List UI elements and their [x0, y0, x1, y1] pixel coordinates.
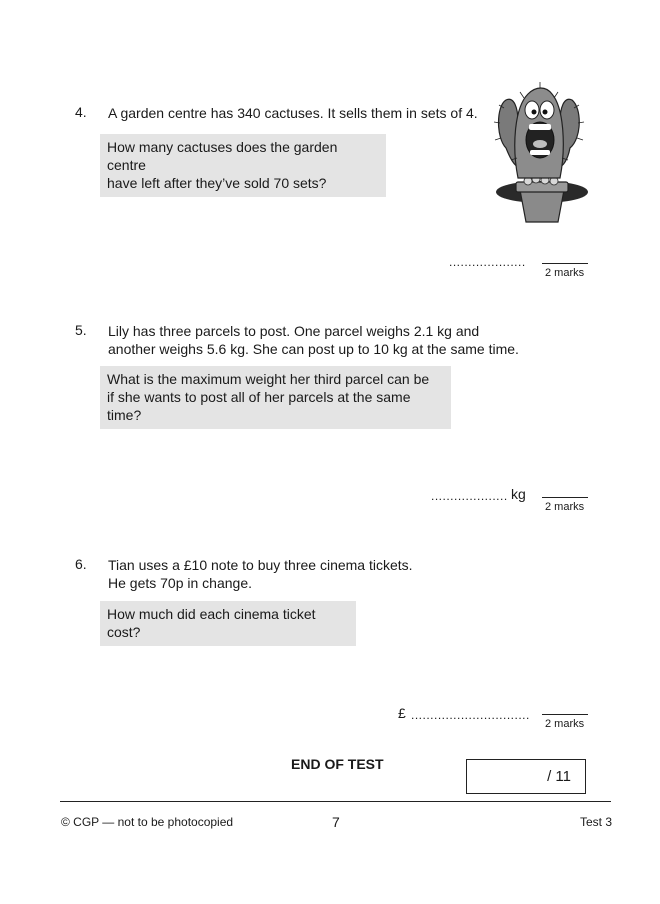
question-4-text: A garden centre has 340 cactuses. It sells them in sets of 4. [108, 105, 478, 121]
question-5-number: 5. [75, 322, 87, 338]
question-5-prompt-line: What is the maximum weight her third parcel can be [107, 371, 430, 387]
question-6-answer-line[interactable]: ............................... [411, 708, 530, 722]
question-4-marks-line [542, 263, 588, 264]
cactus-illustration [484, 78, 594, 228]
question-4-marks: 2 marks [545, 267, 585, 279]
question-4-prompt-box [100, 134, 386, 197]
question-6-prompt-line: How much did each cinema ticket cost? [107, 606, 316, 640]
question-5-answer-unit: kg [511, 486, 526, 502]
pot-icon [520, 190, 564, 222]
question-4-number: 4. [75, 104, 87, 120]
question-5-marks-line [542, 497, 588, 498]
question-6-marks-line [542, 714, 588, 715]
question-4-prompt-line: have left after they’ve sold 70 sets? [107, 175, 327, 191]
question-6-text [108, 556, 413, 592]
question-6-marks: 2 marks [545, 718, 585, 730]
score-box[interactable]: / 11 [466, 759, 586, 794]
question-5-text-line: another weighs 5.6 kg. She can post up to 10 kg at the same time. [108, 341, 519, 357]
footer-copyright: © CGP — not to be photocopied [61, 815, 234, 829]
question-6-currency: £ [398, 705, 406, 721]
question-5-text-line: Lily has three parcels to post. One parcel weighs 2.1 kg and [108, 323, 480, 339]
question-4-answer-line[interactable]: .................... [449, 255, 526, 269]
question-6-text-line: Tian uses a £10 note to buy three cinema tickets. [108, 557, 413, 573]
question-5-prompt-line: if she wants to post all of her parcels at the same time? [107, 389, 411, 423]
end-of-test-heading: END OF TEST [291, 756, 384, 772]
question-5-prompt-box [100, 366, 451, 429]
footer-test-label: Test 3 [580, 815, 613, 829]
question-5-answer-line[interactable]: .................... [431, 489, 508, 503]
question-6-number: 6. [75, 556, 87, 572]
footer-divider [60, 801, 611, 802]
question-5-text [108, 322, 519, 358]
question-5-marks: 2 marks [545, 501, 585, 513]
question-4-prompt-line: How many cactuses does the garden centre [107, 139, 338, 173]
page-number: 7 [332, 814, 340, 830]
question-6-prompt-box [100, 601, 356, 646]
question-6-text-line: He gets 70p in change. [108, 575, 252, 591]
